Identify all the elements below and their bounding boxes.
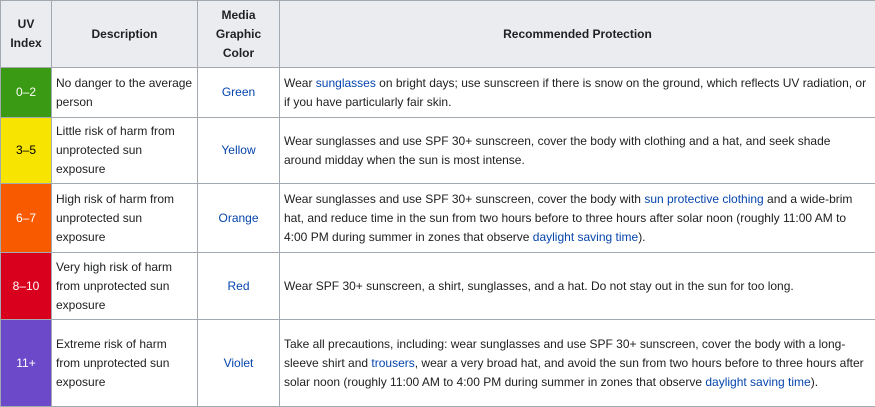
- protection-cell: [280, 253, 875, 320]
- color-name-cell: Orange: [198, 184, 280, 253]
- uv-index-cell: 6–7: [1, 184, 52, 253]
- sun-protective-clothing-link[interactable]: sun protective clothing: [644, 191, 764, 206]
- protection-text: , wear a very broad hat, and avoid the sun from two hours before to three hours after solar noon (roughly 11:00 AM to 4:00 PM during summer in zones that observe: [284, 355, 864, 389]
- description-cell: No danger to the average person: [52, 68, 198, 118]
- protection-text: Take all precautions, including: wear sunglasses and use SPF 30+ sunscreen, cover the body with a long-sleeve shirt and: [284, 336, 846, 370]
- header-media-color: Media Graphic Color: [198, 1, 280, 68]
- header-row: [1, 1, 875, 68]
- uv-index-cell: 8–10: [1, 253, 52, 320]
- uv-index-cell: 11+: [1, 320, 52, 407]
- table-row: [1, 320, 875, 407]
- protection-cell: [280, 320, 875, 407]
- table-row: [1, 68, 875, 118]
- daylight-saving-time-link[interactable]: daylight saving time: [705, 374, 811, 389]
- protection-cell: [280, 118, 875, 184]
- description-cell: High risk of harm from unprotected sun exposure: [52, 184, 198, 253]
- protection-text: Wear sunglasses and use SPF 30+ sunscreen, cover the body with: [284, 191, 645, 206]
- table-row: [1, 184, 875, 253]
- protection-text: Wear SPF 30+ sunscreen, a shirt, sunglasses, and a hat. Do not stay out in the sun for too long.: [284, 278, 794, 293]
- daylight-saving-time-link[interactable]: daylight saving time: [532, 229, 639, 244]
- protection-cell: [280, 184, 875, 253]
- header-protection: Recommended Protection: [280, 1, 875, 68]
- protection-text: Wear sunglasses and use SPF 30+ sunscreen, cover the body with clothing and a hat, and seek shade around midday when the sun is most intense.: [284, 133, 831, 167]
- table-row: [1, 253, 875, 320]
- header-uv-index: UV Index: [1, 1, 52, 68]
- description-cell: Little risk of harm from unprotected sun exposure: [52, 118, 198, 184]
- color-name-cell: Yellow: [198, 118, 280, 184]
- uv-index-cell: 3–5: [1, 118, 52, 184]
- description-cell: Very high risk of harm from unprotected sun exposure: [52, 253, 198, 320]
- uv-index-cell: 0–2: [1, 68, 52, 118]
- protection-text: and a wide-brim hat, and reduce time in the sun from two hours before to three hours after solar noon (roughly 11:00 AM to 4:00 PM during summer in zones that observe: [284, 191, 853, 244]
- protection-text: ).: [810, 374, 819, 389]
- header-description: Description: [52, 1, 198, 68]
- sunglasses-link[interactable]: sunglasses: [315, 75, 376, 90]
- color-name-cell: Green: [198, 68, 280, 118]
- protection-text: on bright days; use sunscreen if there is snow on the ground, which reflects UV radiation, or if you have particularly fair skin.: [284, 75, 867, 109]
- color-name-cell: Violet: [198, 320, 280, 407]
- protection-text: ).: [638, 229, 646, 244]
- trousers-link[interactable]: trousers: [371, 355, 415, 370]
- table-row: [1, 118, 875, 184]
- protection-cell: [280, 68, 875, 118]
- protection-text: Wear: [284, 75, 316, 90]
- color-name-cell: Red: [198, 253, 280, 320]
- description-cell: Extreme risk of harm from unprotected sun exposure: [52, 320, 198, 407]
